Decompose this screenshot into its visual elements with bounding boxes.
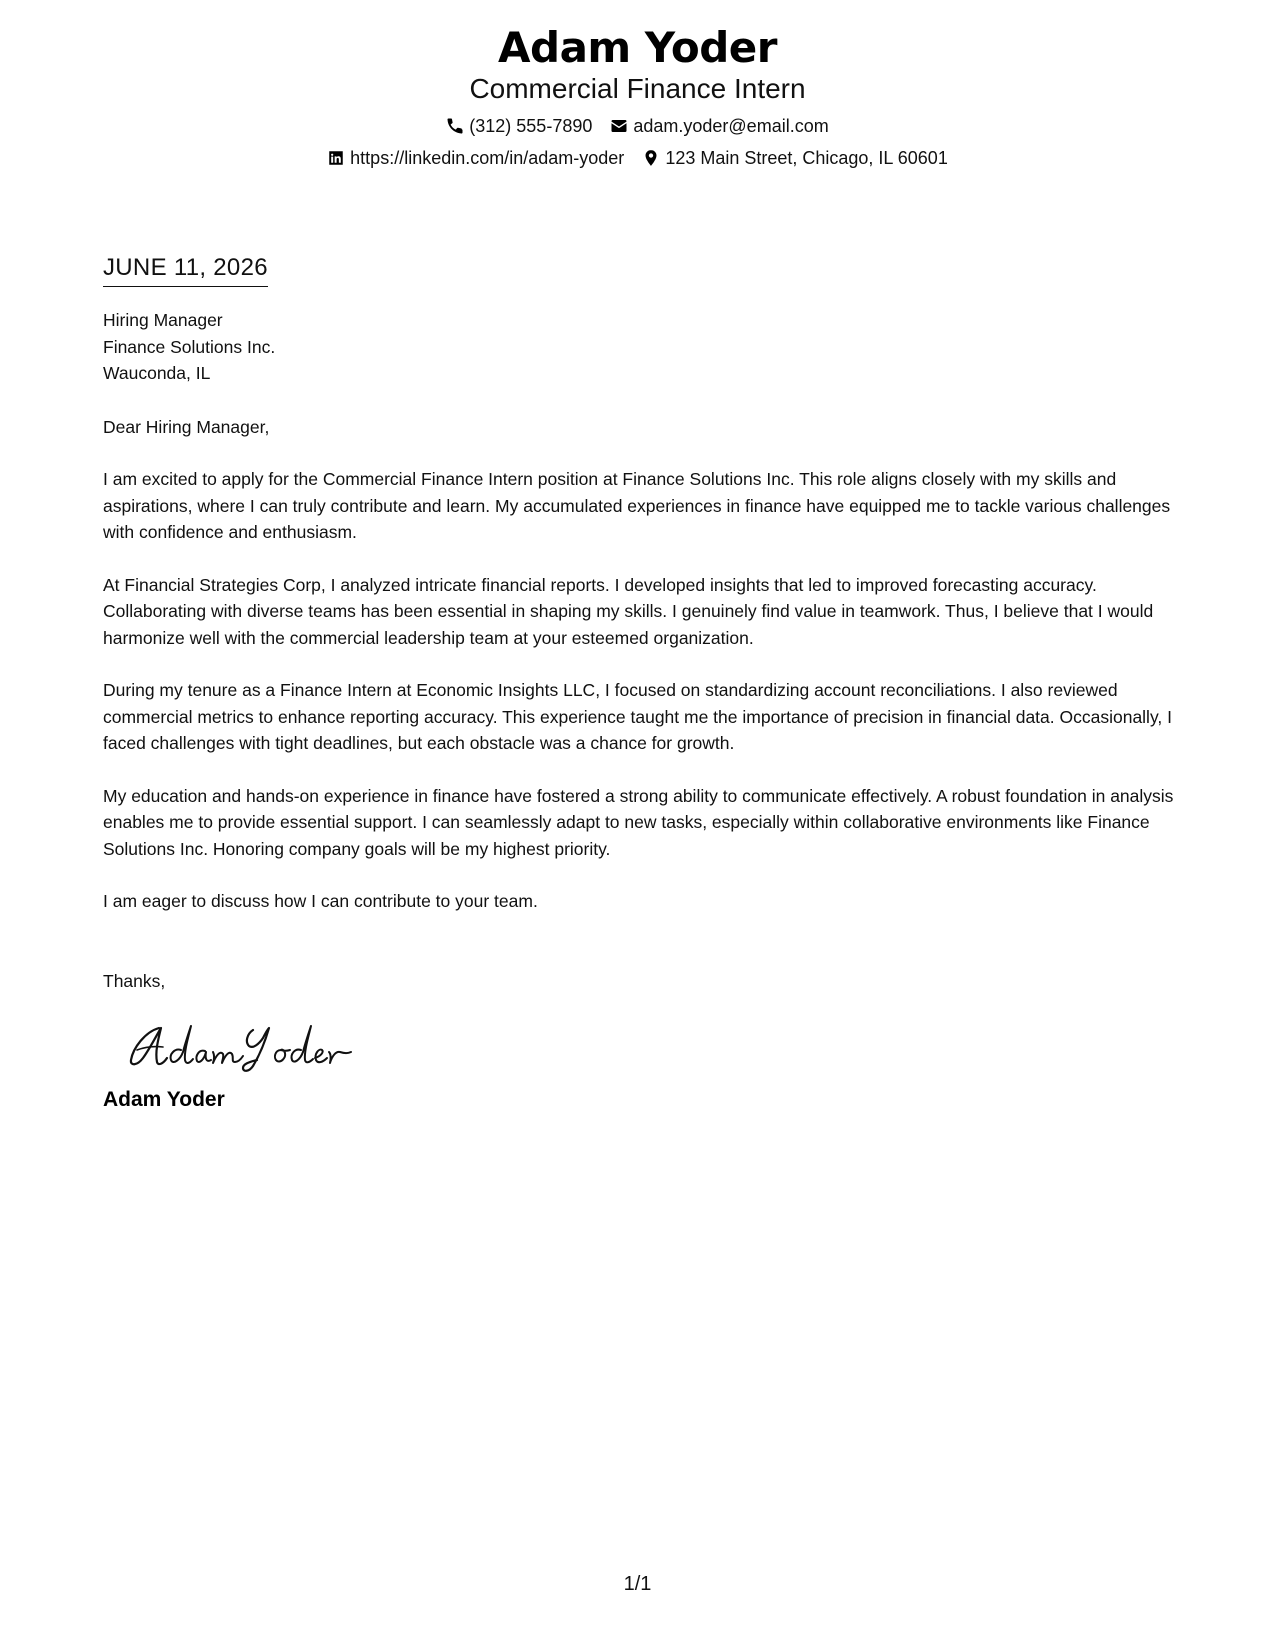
applicant-name: Adam Yoder: [498, 23, 777, 72]
recipient-title: Hiring Manager: [103, 310, 223, 330]
body-paragraph: During my tenure as a Finance Intern at Economic Insights LLC, I focused on standardizing account reconciliations. I also reviewed commercial metrics to enhance reporting accuracy. This experience taught me the importance of precision in financial data. Occasionally, I faced challenges with tight deadlines, but each obstacle was a chance for growth.: [103, 680, 1172, 753]
contact-row-secondary: [0, 146, 1275, 170]
body-paragraph: My education and hands-on experience in finance have fostered a strong ability to communicate effectively. A robust foundation in analysis enables me to provide essential support. I can seamlessly adapt to new tasks, especially within collaborative environments like Finance Solutions Inc. Honoring company goals will be my highest priority.: [103, 785, 1174, 859]
contact-row-primary: [0, 114, 1275, 138]
signer-name: Adam Yoder: [103, 1088, 225, 1111]
envelope-icon: [610, 117, 628, 135]
email-address[interactable]: adam.yoder@email.com: [633, 116, 829, 136]
contact-phone: [446, 114, 592, 138]
street-address: 123 Main Street, Chicago, IL 60601: [665, 148, 948, 168]
linkedin-icon: [327, 149, 345, 167]
recipient-location: Wauconda, IL: [103, 363, 211, 383]
linkedin-url[interactable]: https://linkedin.com/in/adam-yoder: [350, 148, 625, 168]
map-pin-icon: [642, 149, 660, 167]
letter-body: [103, 252, 1178, 1114]
recipient-company: Finance Solutions Inc.: [103, 336, 276, 357]
applicant-headline: Commercial Finance Intern: [469, 73, 806, 104]
letter-header: [0, 22, 1275, 170]
contact-linkedin: [327, 146, 624, 170]
body-paragraph: I am excited to apply for the Commercial Finance Intern position at Finance Solutions Inc. This role aligns closely with my skills and aspirations, where I can truly contribute and learn. My accumulated experiences in finance have equipped me to tackle various challenges with confidence and enthusiasm.: [103, 469, 1171, 542]
page-number: 1/1: [623, 1573, 652, 1595]
contact-address: [642, 146, 948, 170]
recipient-block: [103, 307, 1178, 387]
body-paragraph: At Financial Strategies Corp, I analyzed intricate financial reports. I developed insights that led to improved forecasting accuracy. Collaborating with diverse teams has been essential in shaping my skills. I genuinely find value in teamwork. Thus, I believe that I would harmonize well with the commercial leadership team at your esteemed organization.: [103, 574, 1154, 648]
phone-icon: [446, 117, 464, 135]
phone-number: (312) 555-7890: [469, 116, 593, 136]
letter-date: JUNE 11, 2026: [103, 252, 268, 287]
salutation: Dear Hiring Manager,: [103, 416, 270, 437]
closing-line: I am eager to discuss how I can contribute to your team.: [103, 891, 538, 911]
contact-email: [610, 114, 828, 138]
handwritten-signature: [125, 1016, 355, 1076]
signoff: Thanks,: [103, 970, 166, 991]
